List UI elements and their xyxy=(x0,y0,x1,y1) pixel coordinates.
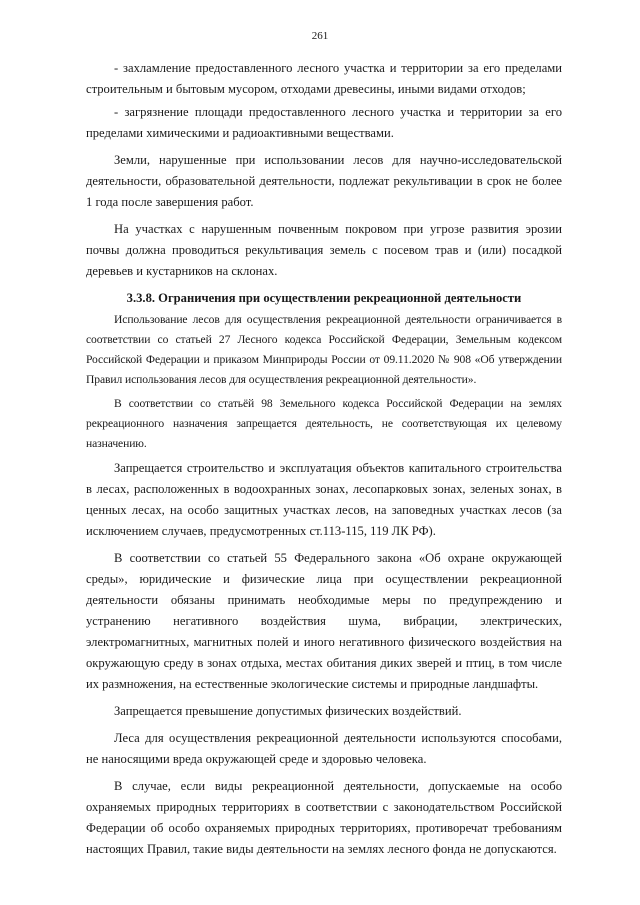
paragraph-4: На участках с нарушенным почвенным покровом при угрозе развития эрозии почвы должна проводиться рекультивация земель с посевом трав и (или) посадкой деревьев и кустарников на склонах. xyxy=(86,222,562,278)
paragraph-8: В соответствии со статьей 55 Федерального закона «Об охране окружающей среды», юридические и физические лица при осуществлении рекреационной деятельности обязаны принимать необходимые меры по предупреждению и устранению негативного воздействия шума, вибрации, электрических, электромагнитных, магнитных полей и иного негативного физического воздействия на окружающую среду в зонах отдыха, местах обитания диких зверей и птиц, в том числе их размножения, на естественные экологические системы и природные ландшафты. xyxy=(86,551,562,691)
paragraph-11: В случае, если виды рекреационной деятельности, допускаемые на особо охраняемых природных территориях в соответствии с законодательством Российской Федерации об особо охраняемых природных территориях, противоречат требованиям настоящих Правил, такие виды деятельности на землях лесного фонда не допускаются. xyxy=(86,779,562,856)
paragraph-1: - захламление предоставленного лесного участка и территории за его пределами строительным и бытовым мусором, отходами древесины, иными видами отходов; xyxy=(86,61,562,96)
page-body xyxy=(86,58,562,866)
paragraph-9: Запрещается превышение допустимых физических воздействий. xyxy=(114,704,462,718)
paragraph-6: В соответствии со статьёй 98 Земельного кодекса Российской Федерации на землях рекреационного назначения запрещается деятельность, не соответствующая их целевому назначению. xyxy=(86,397,562,450)
page-number: 261 xyxy=(311,30,329,42)
paragraph-2: - загрязнение площади предоставленного лесного участка и территории за его пределами химическими и радиоактивными веществами. xyxy=(86,105,562,140)
paragraph-5: Использование лесов для осуществления рекреационной деятельности ограничивается в соответствии со статьей 27 Лесного кодекса Российской Федерации, Земельным кодексом Российской Федерации и приказом Минприроды России от 09.11.2020 № 908 «Об утверждении Правил использования лесов для осуществления рекреационной деятельности». xyxy=(86,313,562,386)
paragraph-7: Запрещается строительство и эксплуатация объектов капитального строительства в лесах, расположенных в водоохранных зонах, лесопарковых зонах, зеленых зонах, в ценных лесах, на особо защитных участках лесов, на заповедных участках лесов (за исключением случаев, предусмотренных ст.113-115, 119 ЛК РФ). xyxy=(86,461,562,538)
paragraph-10: Леса для осуществления рекреационной деятельности используются способами, не наносящими вреда окружающей среде и здоровью человека. xyxy=(86,731,562,766)
paragraph-3: Земли, нарушенные при использовании лесов для научно-исследовательской деятельности, образовательной деятельности, подлежат рекультивации в срок не более 1 года после завершения работ. xyxy=(86,153,562,209)
section-heading: 3.3.8. Ограничения при осуществлении рекреационной деятельности xyxy=(126,291,522,305)
